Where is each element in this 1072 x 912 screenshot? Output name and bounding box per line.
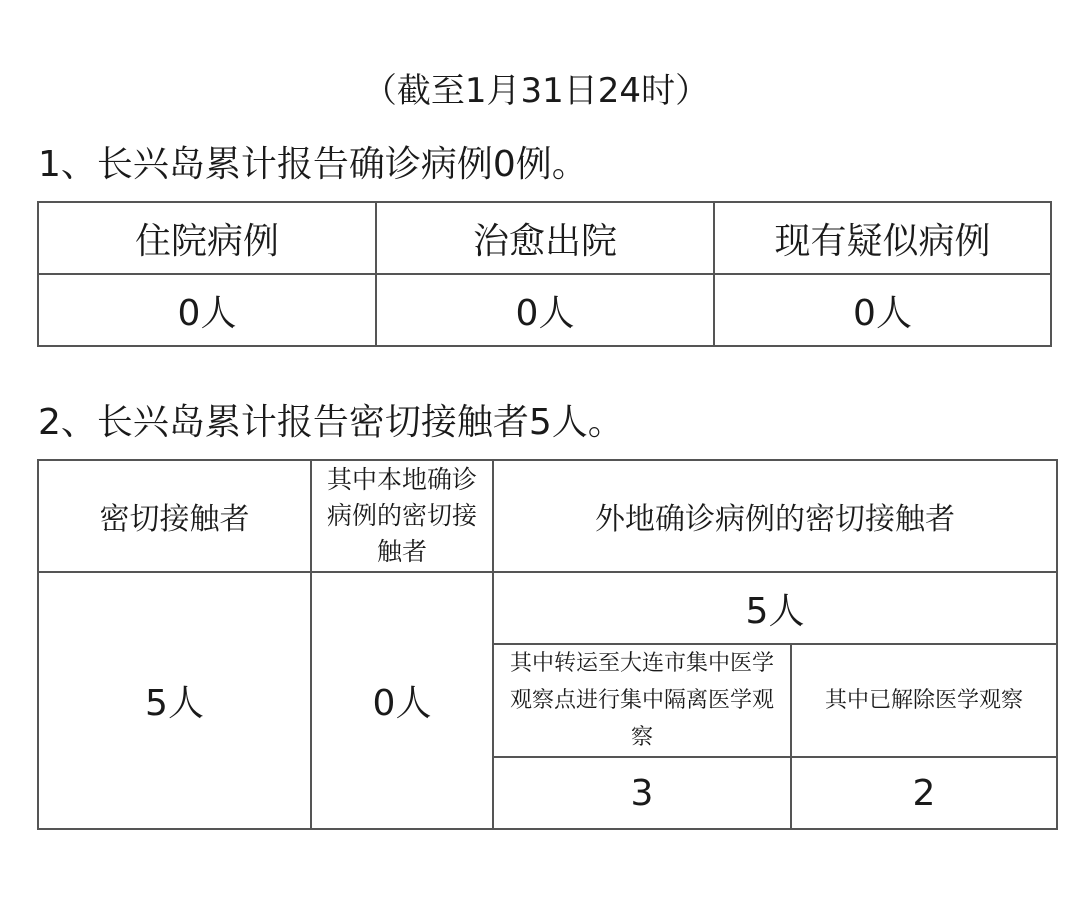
confirmed-cases-table (37, 201, 1052, 347)
released-header: 其中已解除医学观察 (791, 644, 1057, 757)
external-contacts-value: 5人 (493, 572, 1057, 644)
suspected-value: 0人 (714, 274, 1051, 346)
table-row (38, 572, 1057, 644)
close-contacts-table (37, 459, 1058, 830)
table-header-row (38, 202, 1051, 274)
suspected-header: 现有疑似病例 (714, 202, 1051, 274)
hospitalized-value: 0人 (38, 274, 376, 346)
hospitalized-header: 住院病例 (38, 202, 376, 274)
report-date: （截至1月31日24时） (362, 71, 710, 111)
released-value: 2 (791, 757, 1057, 829)
section-2-heading: 2、长兴岛累计报告密切接触者5人。 (38, 402, 624, 443)
local-contacts-header (311, 460, 493, 572)
external-contacts-header: 外地确诊病例的密切接触者 (493, 460, 1057, 572)
close-contacts-value: 5人 (38, 572, 311, 829)
local-contacts-value: 0人 (311, 572, 493, 829)
transferred-header (493, 644, 791, 757)
discharged-value: 0人 (376, 274, 714, 346)
local-contacts-header-text: 其中本地确诊病例的密切接触者 (326, 465, 477, 566)
close-contacts-header: 密切接触者 (38, 460, 311, 572)
discharged-header: 治愈出院 (376, 202, 714, 274)
transferred-value: 3 (493, 757, 791, 829)
transferred-header-text: 其中转运至大连市集中医学观察点进行集中隔离医学观察 (509, 651, 774, 750)
section-1-heading: 1、长兴岛累计报告确诊病例0例。 (38, 144, 588, 185)
table-header-row (38, 460, 1057, 572)
table-row (38, 274, 1051, 346)
